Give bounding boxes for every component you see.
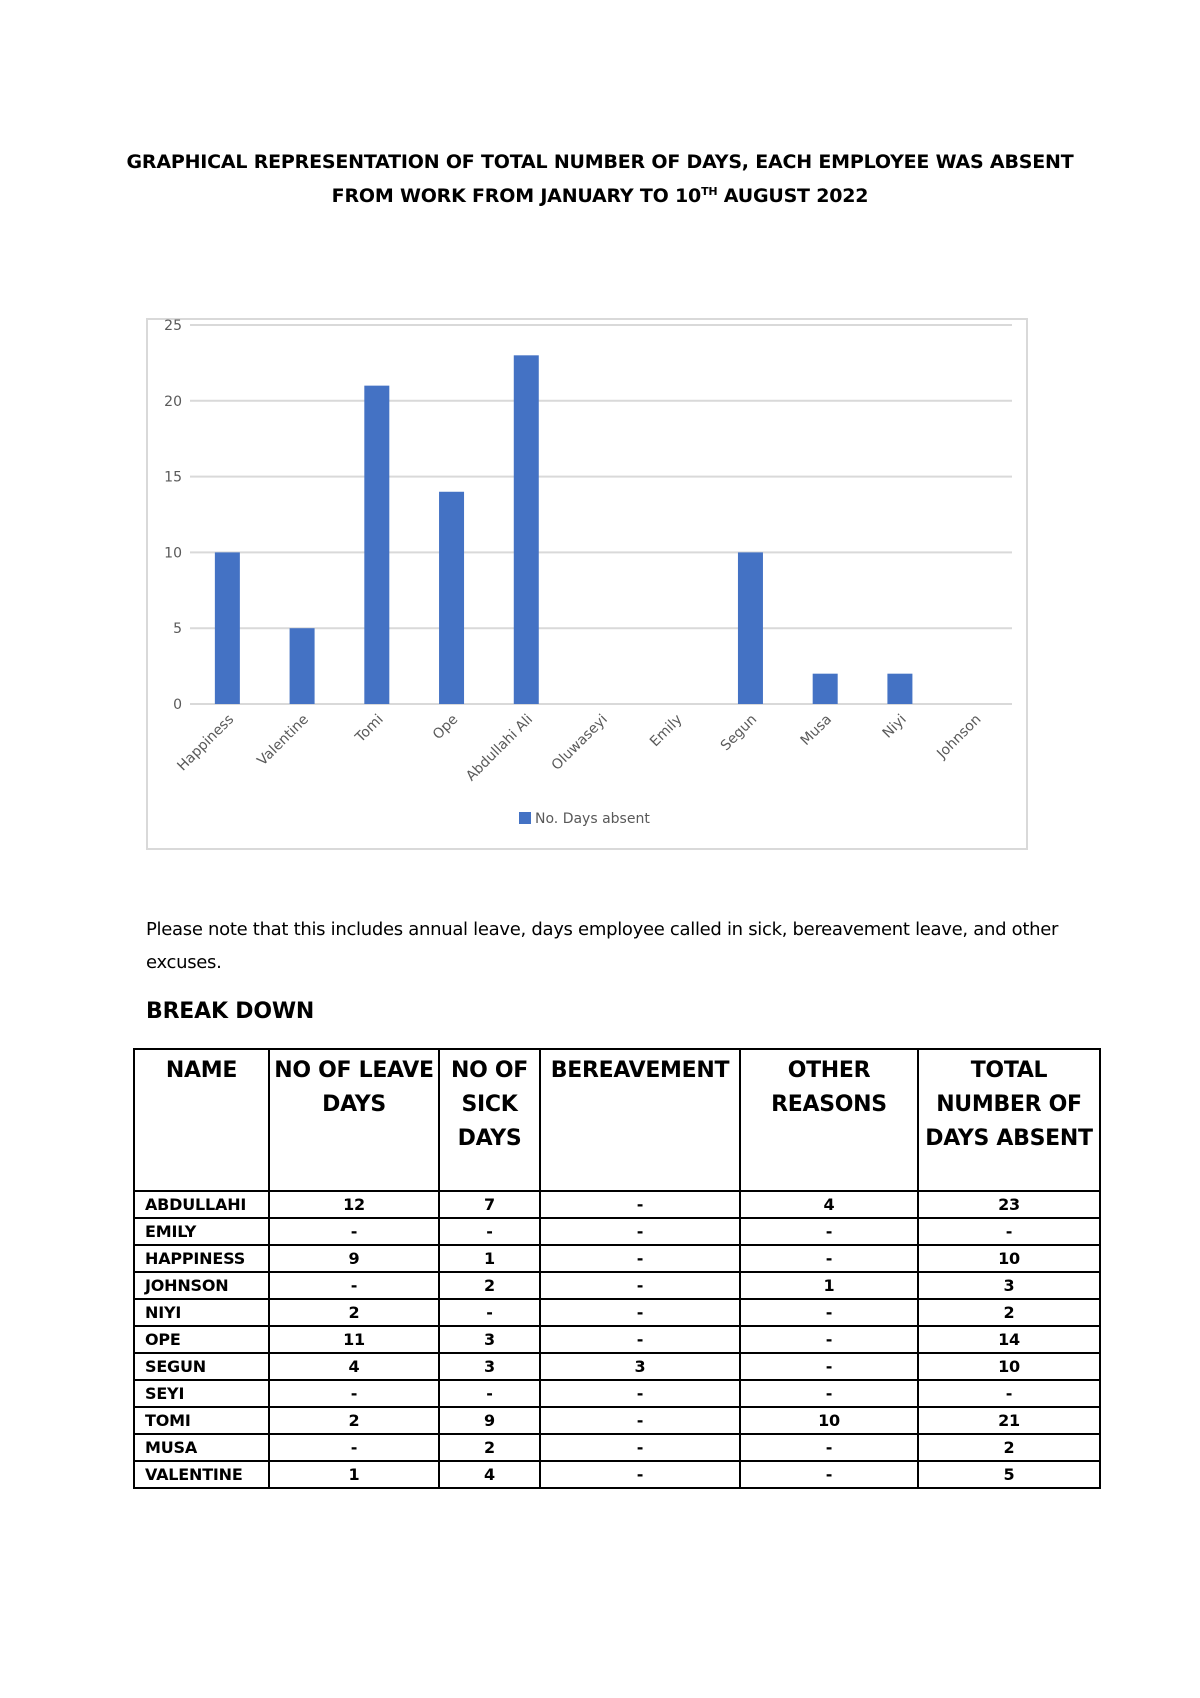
employee-name: SEYI [134,1380,269,1407]
total-days-absent: 5 [918,1461,1100,1488]
bar-happiness [215,552,240,704]
bereavement-days: - [540,1407,740,1434]
bereavement-days: - [540,1299,740,1326]
x-tick-label: Valentine [254,711,312,770]
bereavement-days: - [540,1380,740,1407]
leave-days: - [269,1380,439,1407]
table-row [134,1434,1100,1461]
header-sick-days: NO OF SICK DAYS [439,1049,540,1191]
y-tick-label: 10 [164,545,182,562]
y-tick-label: 0 [173,697,182,713]
table-row [134,1461,1100,1488]
x-tick-label: Emily [646,711,686,751]
sick-days: - [439,1380,540,1407]
bereavement-days: - [540,1218,740,1245]
sick-days: - [439,1218,540,1245]
breakdown-table [133,1048,1101,1489]
x-tick-label: Oluwaseyi [548,711,611,774]
header-leave-days: NO OF LEAVE DAYS [269,1049,439,1191]
total-days-absent: 23 [918,1191,1100,1218]
leave-days: 12 [269,1191,439,1218]
table-row [134,1272,1100,1299]
leave-days: 1 [269,1461,439,1488]
bar-tomi [364,386,389,704]
legend-swatch [519,812,531,824]
bar-ope [439,492,464,704]
bar-segun [738,552,763,704]
sick-days: 9 [439,1407,540,1434]
x-tick-label: Happiness [174,711,238,775]
total-days-absent: - [918,1380,1100,1407]
leave-days: 2 [269,1299,439,1326]
other-reasons-days: - [740,1434,918,1461]
employee-name: EMILY [134,1218,269,1245]
y-tick-label: 15 [164,469,182,486]
chart-bars [215,355,913,704]
employee-name: SEGUN [134,1353,269,1380]
table-row [134,1380,1100,1407]
leave-days: - [269,1272,439,1299]
sick-days: 2 [439,1272,540,1299]
bar-valentine [290,628,315,704]
x-tick-label: Ope [429,711,462,744]
table-row [134,1353,1100,1380]
employee-name: OPE [134,1326,269,1353]
document-title-line-2 [100,179,1100,213]
other-reasons-days: - [740,1218,918,1245]
other-reasons-days: 1 [740,1272,918,1299]
bereavement-days: - [540,1272,740,1299]
sick-days: 1 [439,1245,540,1272]
x-tick-label: Musa [797,711,836,749]
bereavement-days: - [540,1461,740,1488]
table-row [134,1326,1100,1353]
leave-days: 2 [269,1407,439,1434]
bereavement-days: - [540,1245,740,1272]
total-days-absent: 10 [918,1245,1100,1272]
total-days-absent: - [918,1218,1100,1245]
note-paragraph: Please note that this includes annual leave, days employee called in sick, bereavement leave, and other excuses. [146,919,1059,973]
chart-x-axis [174,712,984,785]
y-tick-label: 20 [164,393,182,410]
sick-days: - [439,1299,540,1326]
total-days-absent: 2 [918,1434,1100,1461]
header-bereavement: BEREAVEMENT [540,1049,740,1191]
table-row [134,1407,1100,1434]
leave-days: - [269,1218,439,1245]
sick-days: 3 [439,1353,540,1380]
sick-days: 3 [439,1326,540,1353]
section-heading: BREAK DOWN [146,999,315,1024]
header-total-days-absent: TOTAL NUMBER OF DAYS ABSENT [918,1049,1100,1191]
x-tick-label: Niyi [879,711,910,742]
bereavement-days: 3 [540,1353,740,1380]
total-days-absent: 2 [918,1299,1100,1326]
document-title-line-1: GRAPHICAL REPRESENTATION OF TOTAL NUMBER OF DAYS, EACH EMPLOYEE WAS ABSENT [126,151,1074,173]
employee-name: TOMI [134,1407,269,1434]
y-tick-label: 5 [173,621,182,638]
other-reasons-days: - [740,1299,918,1326]
x-tick-label: Abdullahi Ali [463,711,537,785]
sick-days: 7 [439,1191,540,1218]
bereavement-days: - [540,1191,740,1218]
bereavement-days: - [540,1326,740,1353]
table-row [134,1245,1100,1272]
other-reasons-days: 4 [740,1191,918,1218]
employee-name: JOHNSON [134,1272,269,1299]
title-superscript: TH [701,185,718,198]
table-header-row [134,1049,1100,1191]
total-days-absent: 21 [918,1407,1100,1434]
employee-name: NIYI [134,1299,269,1326]
x-tick-label: Tomi [352,711,387,746]
total-days-absent: 14 [918,1326,1100,1353]
chart-legend [519,811,650,827]
employee-name: VALENTINE [134,1461,269,1488]
sick-days: 2 [439,1434,540,1461]
employee-name: ABDULLAHI [134,1191,269,1218]
bereavement-days: - [540,1434,740,1461]
title-line-2-tail: AUGUST 2022 [717,185,869,207]
sick-days: 4 [439,1461,540,1488]
leave-days: - [269,1434,439,1461]
other-reasons-days: - [740,1245,918,1272]
bar-chart [146,318,1028,850]
header-other-reasons: OTHER REASONS [740,1049,918,1191]
bar-musa [813,674,838,704]
header-name: NAME [134,1049,269,1191]
other-reasons-days: - [740,1353,918,1380]
bar-abdullahi-ali [514,355,539,704]
x-tick-label: Johnson [934,711,985,762]
title-line-2-text: FROM WORK FROM JANUARY TO 10 [331,185,702,207]
table-row [134,1299,1100,1326]
other-reasons-days: - [740,1326,918,1353]
total-days-absent: 10 [918,1353,1100,1380]
chart-y-axis [164,318,182,713]
other-reasons-days: 10 [740,1407,918,1434]
table-row [134,1218,1100,1245]
other-reasons-days: - [740,1461,918,1488]
leave-days: 4 [269,1353,439,1380]
leave-days: 9 [269,1245,439,1272]
employee-name: HAPPINESS [134,1245,269,1272]
bar-niyi [887,674,912,704]
legend-label: No. Days absent [535,811,650,827]
table-row [134,1191,1100,1218]
other-reasons-days: - [740,1380,918,1407]
y-tick-label: 25 [164,318,182,334]
total-days-absent: 3 [918,1272,1100,1299]
x-tick-label: Segun [717,711,761,755]
employee-name: MUSA [134,1434,269,1461]
leave-days: 11 [269,1326,439,1353]
